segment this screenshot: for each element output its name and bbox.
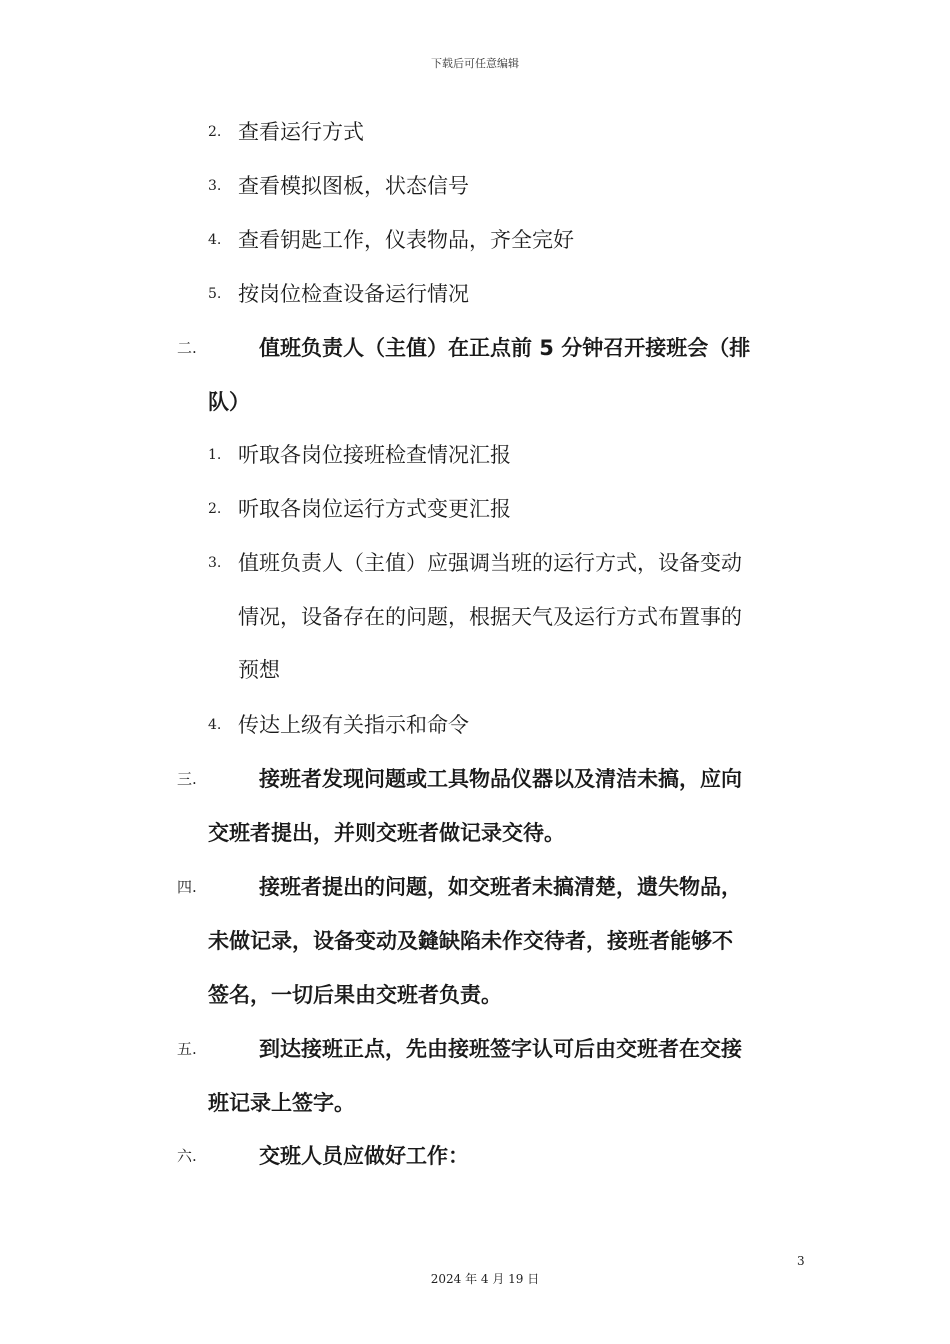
list-number: 1. [208, 447, 222, 463]
list-item-text: 查看钥匙工作，仪表物品，齐全完好 [238, 228, 574, 252]
section-number: 五. [177, 1040, 197, 1058]
section-paragraph-line: 接班者发现问题或工具物品仪器以及清洁未搞，应向 [259, 767, 742, 791]
list-number: 4. [208, 232, 222, 248]
list-item-text: 传达上级有关指示和命令 [238, 713, 469, 737]
section-paragraph-line: 接班者提出的问题，如交班者未搞清楚，遗失物品， [259, 875, 742, 899]
list-item-text: 听取各岗位接班检查情况汇报 [238, 443, 511, 467]
list-item-text: 查看运行方式 [238, 120, 364, 144]
page-footer-date: 2024 年 4 月 19 日 [430, 1272, 540, 1286]
section-number: 二. [177, 339, 197, 357]
list-item-text: 查看模拟图板，状态信号 [238, 174, 469, 198]
section-paragraph-line: 交班者提出，并则交班者做记录交待。 [208, 821, 565, 845]
section-number: 四. [177, 878, 197, 896]
list-item-text: 情况，设备存在的问题，根据天气及运行方式布置事的 [238, 605, 742, 629]
section-paragraph-line: 班记录上签字。 [208, 1091, 355, 1115]
list-item-text: 按岗位检查设备运行情况 [238, 282, 469, 306]
list-item-text: 听取各岗位运行方式变更汇报 [238, 497, 511, 521]
page-number: 3 [797, 1254, 805, 1268]
list-number: 5. [208, 286, 222, 302]
list-item-text: 预想 [238, 658, 280, 682]
section-number: 六. [177, 1147, 197, 1165]
page-header: 下载后可任意编辑 [431, 57, 519, 70]
list-number: 3. [208, 178, 222, 194]
list-number: 2. [208, 501, 222, 517]
list-number: 4. [208, 717, 222, 733]
section-heading-line: 队） [208, 390, 250, 414]
section-number: 三. [177, 770, 197, 788]
list-number: 3. [208, 555, 222, 571]
section-paragraph-line: 未做记录，设备变动及鏠缺陷未作交待者，接班者能够不 [208, 929, 733, 953]
list-item-text: 值班负责人（主值）应强调当班的运行方式，设备变动 [238, 551, 742, 575]
list-number: 2. [208, 124, 222, 140]
section-paragraph-line: 到达接班正点，先由接班签字认可后由交班者在交接 [259, 1037, 742, 1061]
section-paragraph-line: 签名，一切后果由交班者负责。 [208, 983, 502, 1007]
section-heading-line: 值班负责人（主值）在正点前 5 分钟召开接班会（排 [259, 336, 751, 360]
section-paragraph-line: 交班人员应做好工作： [259, 1144, 469, 1168]
